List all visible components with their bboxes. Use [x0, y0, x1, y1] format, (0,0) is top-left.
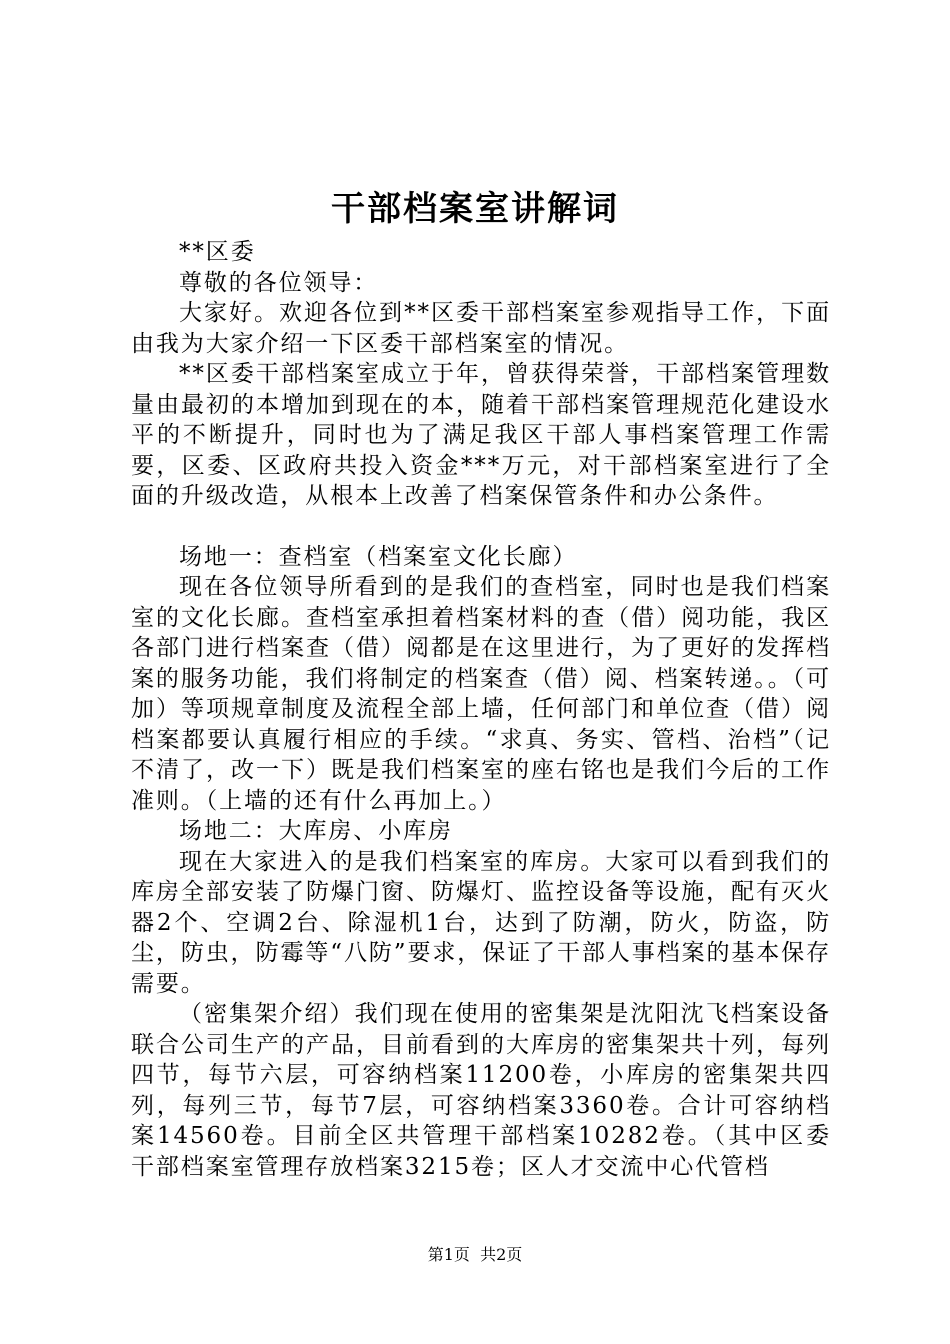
document-title: 干部档案室讲解词 — [331, 189, 619, 229]
document-body — [131, 237, 831, 1182]
venue-one-paragraph: 现在各位领导所看到的是我们的查档室，同时也是我们档案室的文化长廊。查档室承担着档案材料的查（借）阅功能，我区各部门进行档案查（借）阅都是在这里进行，为了更好的发挥档案的服务功能，我们将制定的档案查（借）阅、档案转递。。（可加）等项规章制度及流程全部上墙，任何部门和单位查（借）阅档案都要认真履行相应的手续。“求真、务实、管档、治档”（记不清了，改一下）既是我们档案室的座右铭也是我们今后的工作准则。（上墙的还有什么再加上。） — [131, 574, 831, 814]
page-number-footer: 第1页 共2页 — [427, 1245, 523, 1264]
section-heading-venue-two: 场地二：大库房、小库房 — [179, 818, 453, 844]
section-heading-venue-one: 场地一：查档室（档案室文化长廊） — [179, 543, 578, 570]
shelving-paragraph: （密集架介绍）我们现在使用的密集架是沈阳沈飞档案设备联合公司生产的产品，目前看到的大库房的密集架共十列，每列四节，每节六层，可容纳档案11200卷，小库房的密集架共四列，每列三节，每节7层，可容纳档案3360卷。合计可容纳档案14560卷。目前全区共管理干部档案10282卷。（其中区委干部档案室管理存放档案3215卷；区人才交流中心代管档 — [131, 1001, 831, 1180]
salutation-line: 尊敬的各位领导： — [179, 269, 379, 296]
addressee-line: **区委 — [179, 239, 256, 265]
introduction-paragraph: **区委干部档案室成立于年，曾获得荣誉，干部档案管理数量由最初的本增加到现在的本，随着干部档案管理规范化建设水平的不断提升，同时也为了满足我区干部人事档案管理工作需要，区委、区政府共投入资金***万元，对干部档案室进行了全面的升级改造，从根本上改善了档案保管条件和办公条件。 — [131, 361, 831, 509]
welcome-paragraph: 大家好。欢迎各位到**区委干部档案室参观指导工作，下面由我为大家介绍一下区委干部档案室的情况。 — [131, 300, 831, 357]
storage-room-paragraph: 现在大家进入的是我们档案室的库房。大家可以看到我们的库房全部安装了防爆门窗、防爆灯、监控设备等设施，配有灭火器2个、空调2台、除湿机1台，达到了防潮，防火，防盗，防尘，防虫，防霉等“八防”要求，保证了干部人事档案的基本保存需要。 — [131, 848, 831, 997]
